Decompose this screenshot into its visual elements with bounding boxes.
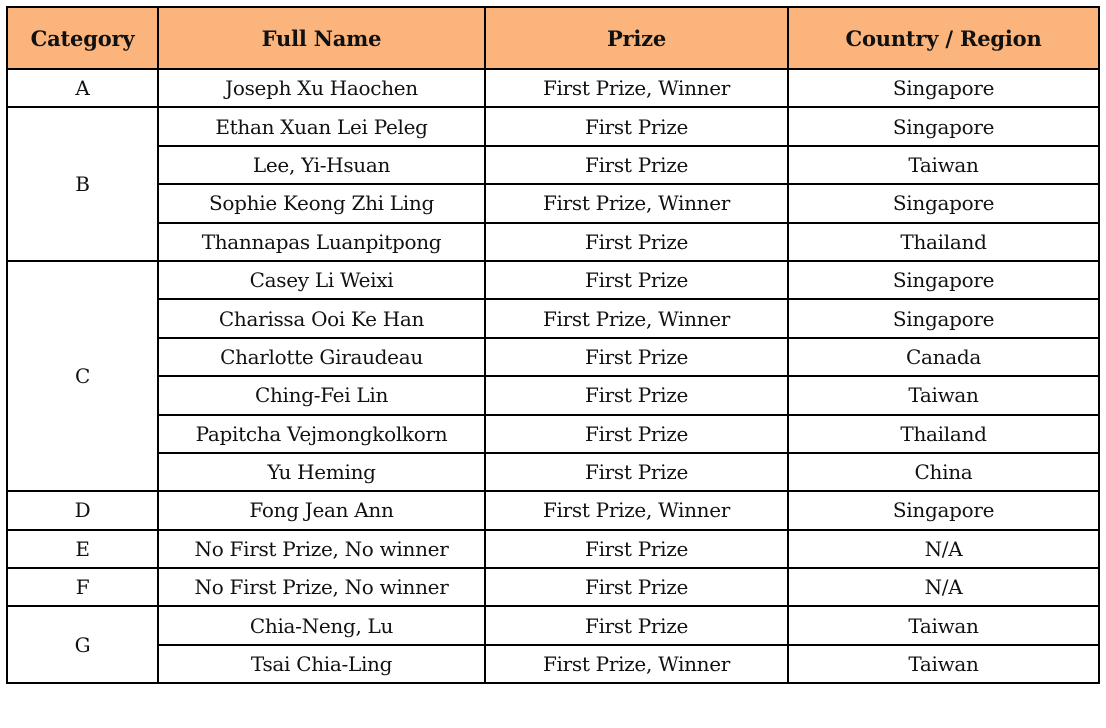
country-region-cell: Thailand [788, 223, 1099, 261]
full-name-cell: Yu Heming [158, 453, 485, 491]
country-region-cell: Taiwan [788, 146, 1099, 184]
prize-cell: First Prize [485, 530, 788, 568]
table-row [7, 69, 1099, 107]
country-region-cell: Singapore [788, 299, 1099, 337]
category-cell: F [7, 568, 158, 606]
table-body [7, 69, 1099, 683]
country-region-cell: N/A [788, 568, 1099, 606]
full-name-cell: Tsai Chia-Ling [158, 645, 485, 683]
country-region-cell: N/A [788, 530, 1099, 568]
prize-cell: First Prize [485, 606, 788, 644]
header-country-region: Country / Region [788, 7, 1099, 69]
category-cell: A [7, 69, 158, 107]
table-row [7, 645, 1099, 683]
prize-cell: First Prize [485, 261, 788, 299]
prize-cell: First Prize [485, 338, 788, 376]
category-cell: B [7, 107, 158, 261]
full-name-cell: Fong Jean Ann [158, 491, 485, 529]
category-cell: E [7, 530, 158, 568]
full-name-cell: Joseph Xu Haochen [158, 69, 485, 107]
table-row [7, 299, 1099, 337]
full-name-cell: Papitcha Vejmongkolkorn [158, 415, 485, 453]
table-row [7, 184, 1099, 222]
table-row [7, 338, 1099, 376]
table-row [7, 146, 1099, 184]
prize-cell: First Prize [485, 453, 788, 491]
category-cell: G [7, 606, 158, 683]
country-region-cell: Canada [788, 338, 1099, 376]
prize-cell: First Prize [485, 568, 788, 606]
table-row [7, 415, 1099, 453]
header-row [7, 7, 1099, 69]
country-region-cell: Taiwan [788, 606, 1099, 644]
full-name-cell: Casey Li Weixi [158, 261, 485, 299]
table-row [7, 491, 1099, 529]
country-region-cell: Singapore [788, 261, 1099, 299]
table-row [7, 530, 1099, 568]
prize-cell: First Prize, Winner [485, 645, 788, 683]
prize-cell: First Prize, Winner [485, 299, 788, 337]
results-table [6, 6, 1100, 684]
table-row [7, 376, 1099, 414]
full-name-cell: No First Prize, No winner [158, 568, 485, 606]
table-row [7, 606, 1099, 644]
full-name-cell: No First Prize, No winner [158, 530, 485, 568]
prize-cell: First Prize [485, 376, 788, 414]
country-region-cell: Thailand [788, 415, 1099, 453]
prize-cell: First Prize [485, 223, 788, 261]
header-full-name: Full Name [158, 7, 485, 69]
country-region-cell: Taiwan [788, 645, 1099, 683]
category-cell: D [7, 491, 158, 529]
country-region-cell: Singapore [788, 107, 1099, 145]
prize-cell: First Prize [485, 415, 788, 453]
table-row [7, 568, 1099, 606]
prize-cell: First Prize, Winner [485, 69, 788, 107]
prize-cell: First Prize, Winner [485, 491, 788, 529]
table-row [7, 107, 1099, 145]
prize-cell: First Prize [485, 146, 788, 184]
country-region-cell: Taiwan [788, 376, 1099, 414]
header-category: Category [7, 7, 158, 69]
table-row [7, 223, 1099, 261]
full-name-cell: Ching-Fei Lin [158, 376, 485, 414]
full-name-cell: Chia-Neng, Lu [158, 606, 485, 644]
full-name-cell: Charissa Ooi Ke Han [158, 299, 485, 337]
full-name-cell: Ethan Xuan Lei Peleg [158, 107, 485, 145]
table-row [7, 261, 1099, 299]
country-region-cell: China [788, 453, 1099, 491]
prize-cell: First Prize [485, 107, 788, 145]
category-cell: C [7, 261, 158, 491]
header-prize: Prize [485, 7, 788, 69]
prize-cell: First Prize, Winner [485, 184, 788, 222]
full-name-cell: Charlotte Giraudeau [158, 338, 485, 376]
full-name-cell: Thannapas Luanpitpong [158, 223, 485, 261]
table-row [7, 453, 1099, 491]
full-name-cell: Sophie Keong Zhi Ling [158, 184, 485, 222]
country-region-cell: Singapore [788, 184, 1099, 222]
country-region-cell: Singapore [788, 69, 1099, 107]
country-region-cell: Singapore [788, 491, 1099, 529]
full-name-cell: Lee, Yi-Hsuan [158, 146, 485, 184]
